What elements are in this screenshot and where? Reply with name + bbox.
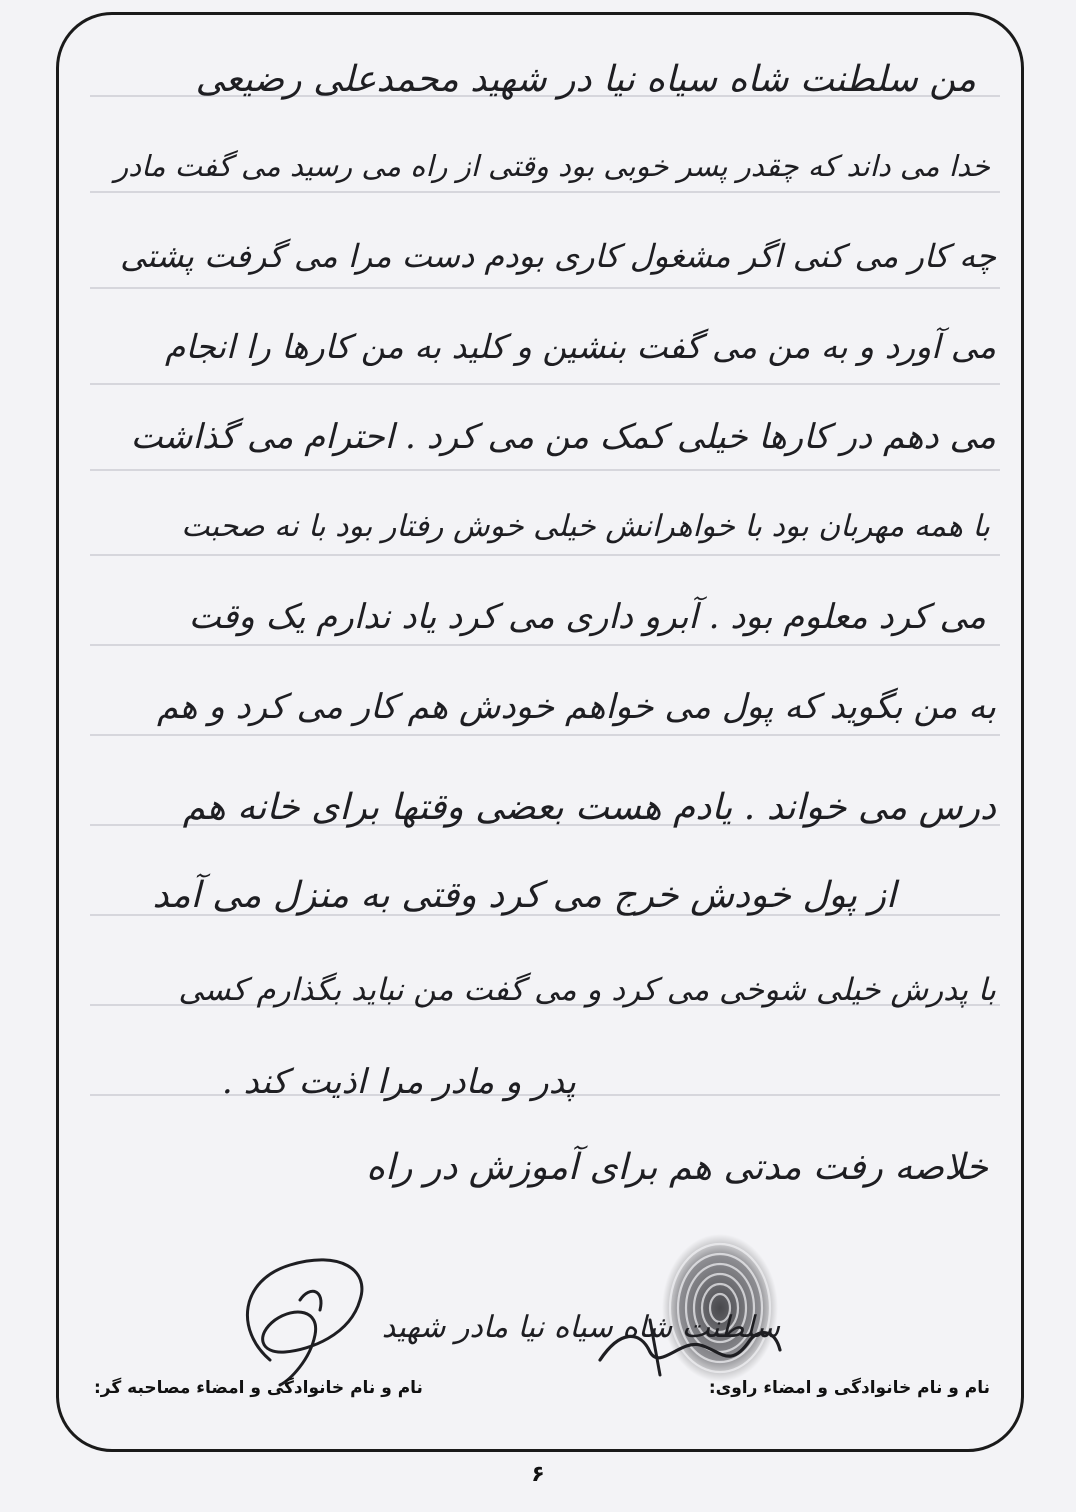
handwritten-line-6: با همه مهربان بود با خواهرانش خیلی خوش رفتار بود با نه صحبت [181, 509, 990, 544]
handwritten-line-5: می دهم در کارها خیلی کمک من می کرد . احترام می گذاشت [130, 417, 996, 457]
narrator-signature-text: سلطنت شاه سیاه نیا مادر شهید [381, 1310, 780, 1345]
handwritten-line-2: خدا می داند که چقدر پسر خوبی بود وقتی از راه می رسید می گفت مادر [114, 149, 990, 183]
handwritten-line-1: من سلطنت شاه سیاه نیا در شهید محمدعلی رضیعی [195, 59, 976, 100]
page-number: ۶ [531, 1462, 545, 1487]
rounded-page-border [56, 12, 1024, 1452]
narrator-signature [590, 1290, 790, 1390]
handwritten-line-8: به من بگوید که پول می خواهم خودش هم کار می کرد و هم [156, 687, 996, 727]
handwritten-line-11: با پدرش خیلی شوخی می کرد و می گفت من نباید بگذارم کسی [178, 972, 996, 1008]
handwritten-line-9: درس می خواند . یادم هست بعضی وقتها برای خانه هم [182, 787, 996, 828]
narrator-signature-label: نام و نام خانوادگی و امضاء راوی: [708, 1378, 990, 1398]
handwritten-line-10: از پول خودش خرج می کرد وقتی به منزل می آمد [152, 875, 896, 916]
interviewer-signature [230, 1240, 390, 1390]
handwritten-line-12: پدر و مادر مرا اذیت کند . [221, 1062, 576, 1102]
handwritten-line-3: چه کار می کنی اگر مشغول کاری بودم دست مرا می گرفت پشتی [120, 237, 996, 275]
interviewer-signature-label: نام و نام خانوادگی و امضاء مصاحبه گر: [94, 1378, 423, 1398]
handwritten-line-7: می کرد معلوم بود . آبرو داری می کرد یاد ندارم یک وقت [188, 597, 986, 637]
handwritten-line-4: می آورد و به من می گفت بنشین و کلید به من کارها را انجام [165, 327, 996, 366]
handwritten-line-13: خلاصه رفت مدتی هم برای آموزش در راه [366, 1147, 988, 1188]
